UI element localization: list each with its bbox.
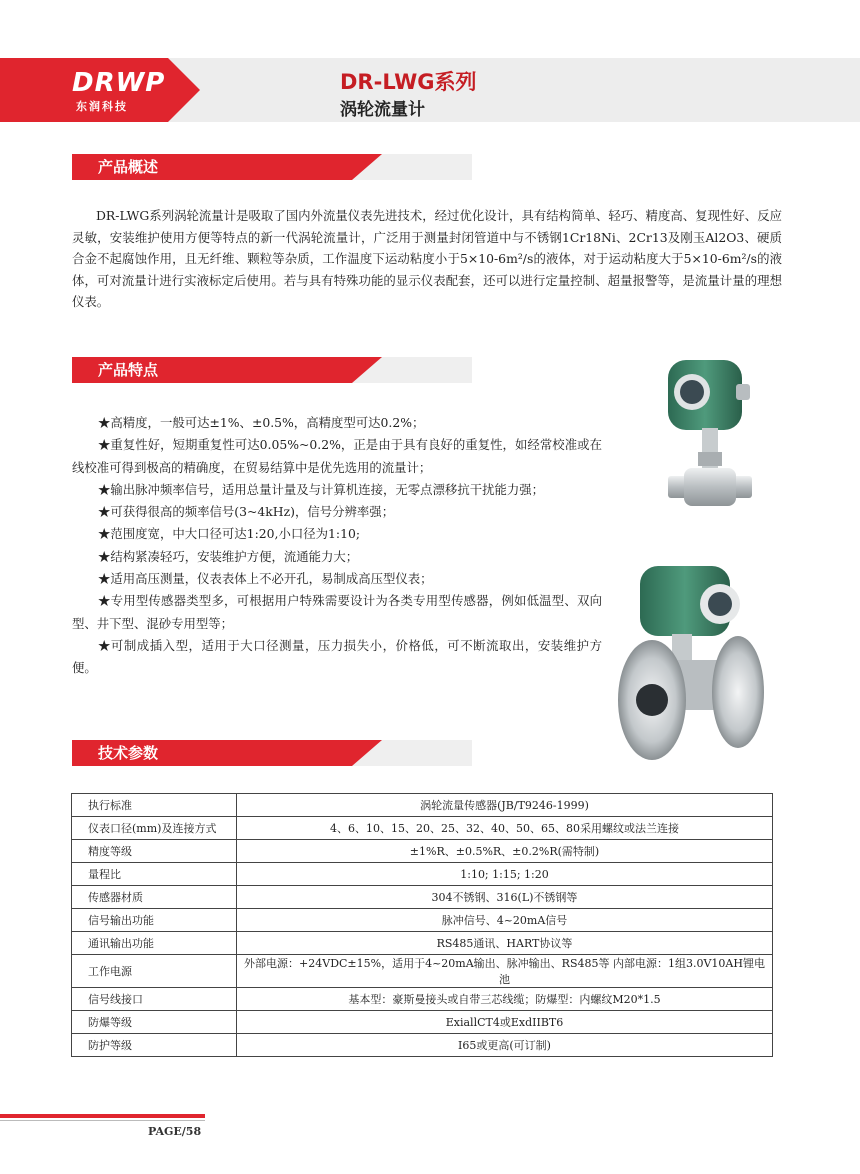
- table-row: [72, 817, 773, 840]
- spec-key: 仪表口径(mm)及连接方式: [72, 817, 237, 840]
- feature-item: ★可制成插入型，适用于大口径测量，压力损失小，价格低，可不断流取出，安装维护方便。: [72, 637, 602, 676]
- feature-item: ★适用高压测量，仪表表体上不必开孔，易制成高压型仪表；: [98, 571, 433, 587]
- page-number: PAGE/58: [148, 1125, 202, 1138]
- table-row: [72, 886, 773, 909]
- feature-list: [72, 412, 602, 680]
- section-heading-overview: [72, 154, 472, 180]
- spec-key: 信号输出功能: [72, 909, 237, 932]
- spec-value: 4、6、10、15、20、25、32、40、50、65、80采用螺纹或法兰连接: [237, 817, 773, 840]
- table-row: [72, 840, 773, 863]
- spec-value: 脉冲信号、4~20mA信号: [237, 909, 773, 932]
- feature-item: ★结构紧凑轻巧，安装维护方便，流通能力大；: [98, 548, 359, 564]
- table-row: [72, 1034, 773, 1057]
- table-row: [72, 955, 773, 988]
- section-title: 产品概述: [98, 158, 159, 176]
- spec-value: 1:10; 1:15; 1:20: [237, 863, 773, 886]
- footer-bar: [0, 1114, 205, 1118]
- spec-key: 精度等级: [72, 840, 237, 863]
- section-title: 产品特点: [98, 361, 159, 379]
- spec-key: 执行标准: [72, 794, 237, 817]
- spec-key: 信号线接口: [72, 988, 237, 1011]
- feature-item: ★输出脉冲频率信号，适用总量计量及与计算机连接，无零点漂移抗干扰能力强；: [98, 481, 545, 497]
- spec-table: [71, 793, 773, 1057]
- product-name: 涡轮流量计: [340, 100, 425, 120]
- spec-key: 防爆等级: [72, 1011, 237, 1034]
- logo-subtitle: 东润科技: [76, 100, 128, 113]
- spec-value: 基本型：豪斯曼接头或自带三芯线缆；防爆型：内螺纹M20*1.5: [237, 988, 773, 1011]
- section-heading-features: [72, 357, 472, 383]
- table-row: [72, 1011, 773, 1034]
- table-row: [72, 909, 773, 932]
- spec-key: 防护等级: [72, 1034, 237, 1057]
- spec-value: ±1%R、±0.5%R、±0.2%R(需特制): [237, 840, 773, 863]
- spec-value: 外部电源：+24VDC±15%，适用于4~20mA输出、脉冲输出、RS485等 内部电源：1组3.0V10AH锂电池: [237, 955, 773, 988]
- feature-item: ★可获得很高的频率信号(3~4kHz)，信号分辨率强；: [98, 504, 395, 520]
- logo-text: DRWP: [72, 68, 166, 98]
- spec-key: 通讯输出功能: [72, 932, 237, 955]
- spec-key: 传感器材质: [72, 886, 237, 909]
- table-row: [72, 863, 773, 886]
- spec-value: ExiallCT4或ExdIIBT6: [237, 1011, 773, 1034]
- spec-value: 304不锈钢、316(L)不锈钢等: [237, 886, 773, 909]
- feature-item: ★专用型传感器类型多，可根据用户特殊需要设计为各类专用型传感器，例如低温型、双向型、井下型、混砂专用型等；: [72, 593, 602, 631]
- series-title: DR-LWG系列: [340, 70, 477, 94]
- flanged-flowmeter-image: [610, 560, 770, 770]
- spec-value: 涡轮流量传感器(JB/T9246-1999): [237, 794, 773, 817]
- feature-item: ★高精度，一般可达±1%、±0.5%，高精度型可达0.2%；: [98, 415, 425, 430]
- table-row: [72, 932, 773, 955]
- footer-divider: [0, 1120, 205, 1121]
- table-row: [72, 794, 773, 817]
- overview-paragraph: DR-LWG系列涡轮流量计是吸取了国内外流量仪表先进技术，经过优化设计，具有结构简单、轻巧、精度高、复现性好、反应灵敏，安装维护使用方便等特点的新一代涡轮流量计，广泛用于测量封闭管道中与不锈钢1Cr18Ni、2Cr13及刚玉Al2O3、硬质合金不起腐蚀作用，且无纤维、颗粒等杂质，工作温度下运动粘度小于5×10-6m²/s的液体，对于运动粘度大于5×10-6m²/s的液体，可对流量计进行实液标定后使用。若与具有特殊功能的显示仪表配套，还可以进行定量控制、超量报警等，是流量计量的理想仪表。: [72, 208, 782, 309]
- threaded-flowmeter-image: [640, 350, 770, 530]
- spec-value: I65或更高(可订制): [237, 1034, 773, 1057]
- section-title: 技术参数: [98, 744, 159, 762]
- spec-key: 工作电源: [72, 955, 237, 988]
- table-row: [72, 988, 773, 1011]
- spec-value: RS485通讯、HART协议等: [237, 932, 773, 955]
- spec-key: 量程比: [72, 863, 237, 886]
- feature-item: ★范围度宽，中大口径可达1:20,小口径为1:10;: [98, 526, 361, 542]
- section-heading-specs: [72, 740, 472, 766]
- feature-item: ★重复性好，短期重复性可达0.05%~0.2%，正是由于具有良好的重复性，如经常校准或在线校准可得到极高的精确度，在贸易结算中是优先选用的流量计；: [72, 437, 602, 475]
